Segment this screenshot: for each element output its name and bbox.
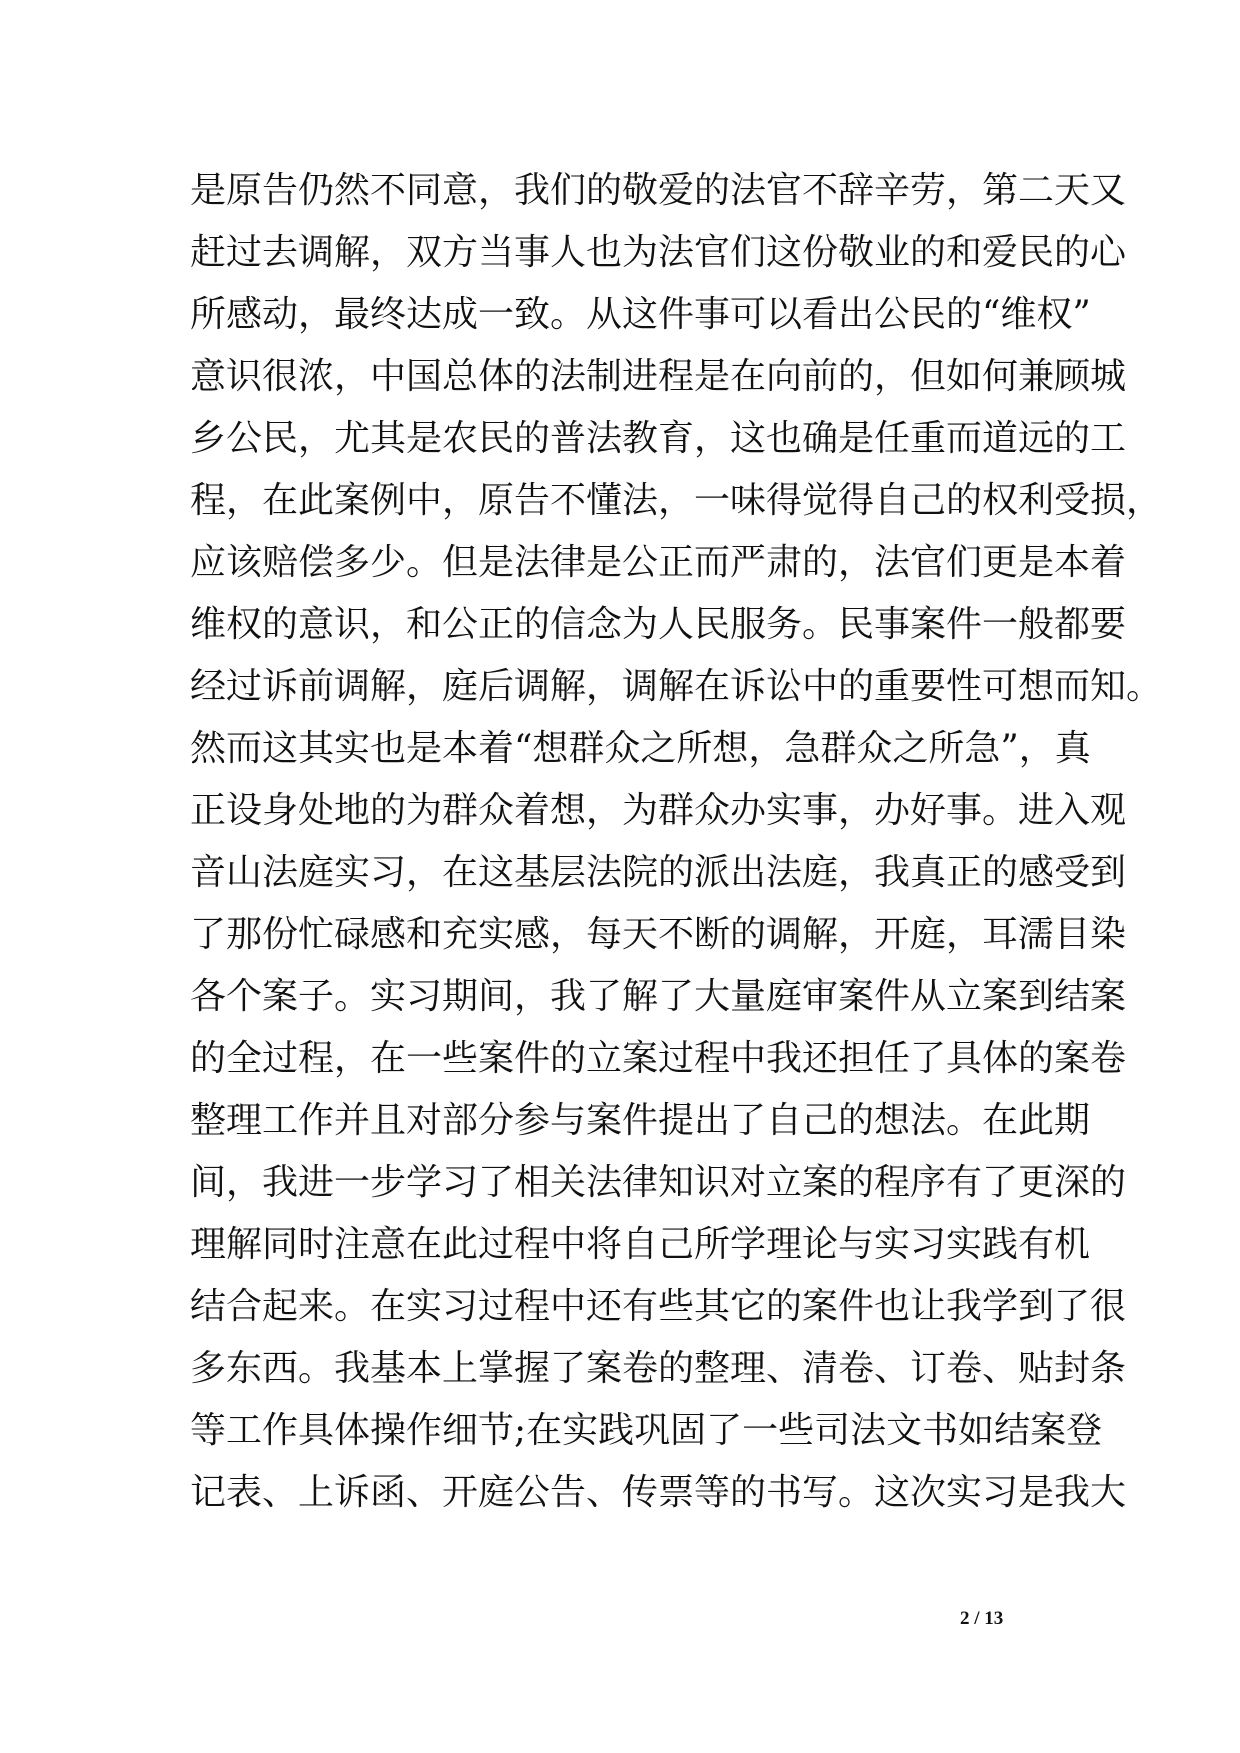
text-line: 多东西。我基本上掌握了案卷的整理、清卷、订卷、贴封条 xyxy=(190,1348,1127,1389)
text-line: 整理工作并且对部分参与案件提出了自己的想法。在此期 xyxy=(190,1100,1091,1141)
text-line: 的全过程，在一些案件的立案过程中我还担任了具体的案卷 xyxy=(190,1038,1127,1079)
text-line: 应该赔偿多少。但是法律是公正而严肃的，法官们更是本着 xyxy=(190,542,1127,583)
text-line: 各个案子。实习期间，我了解了大量庭审案件从立案到结案 xyxy=(190,976,1127,1017)
text-line: 音山法庭实习，在这基层法院的派出法庭，我真正的感受到 xyxy=(190,852,1127,893)
text-line: 记表、上诉函、开庭公告、传票等的书写。这次实习是我大 xyxy=(190,1472,1127,1513)
text-line: 是原告仍然不同意，我们的敬爱的法官不辞辛劳，第二天又 xyxy=(190,170,1127,211)
body-text xyxy=(190,160,1163,1524)
text-line: 乡公民，尤其是农民的普法教育，这也确是任重而道远的工 xyxy=(190,418,1127,459)
page-number: 2 / 13 xyxy=(960,1608,1004,1629)
text-line: 了那份忙碌感和充实感，每天不断的调解，开庭，耳濡目染 xyxy=(190,914,1127,955)
text-line: 然而这其实也是本着“想群众之所想，急群众之所急”，真 xyxy=(190,728,1091,769)
text-line: 赶过去调解，双方当事人也为法官们这份敬业的和爱民的心 xyxy=(190,232,1127,273)
text-line: 所感动，最终达成一致。从这件事可以看出公民的“维权” xyxy=(190,294,1091,335)
text-line: 理解同时注意在此过程中将自己所学理论与实习实践有机 xyxy=(190,1224,1091,1265)
text-line: 维权的意识，和公正的信念为人民服务。民事案件一般都要 xyxy=(190,604,1127,645)
text-line: 正设身处地的为群众着想，为群众办实事，办好事。进入观 xyxy=(190,790,1127,831)
text-line: 结合起来。在实习过程中还有些其它的案件也让我学到了很 xyxy=(190,1286,1127,1327)
text-line: 间，我进一步学习了相关法律知识对立案的程序有了更深的 xyxy=(190,1162,1127,1203)
text-line: 程，在此案例中，原告不懂法，一味得觉得自己的权利受损， xyxy=(190,480,1163,521)
text-line: 等工作具体操作细节;在实践巩固了一些司法文书如结案登 xyxy=(190,1410,1103,1451)
text-line: 意识很浓，中国总体的法制进程是在向前的，但如何兼顾城 xyxy=(190,356,1127,397)
text-line: 经过诉前调解，庭后调解，调解在诉讼中的重要性可想而知。 xyxy=(190,666,1163,707)
